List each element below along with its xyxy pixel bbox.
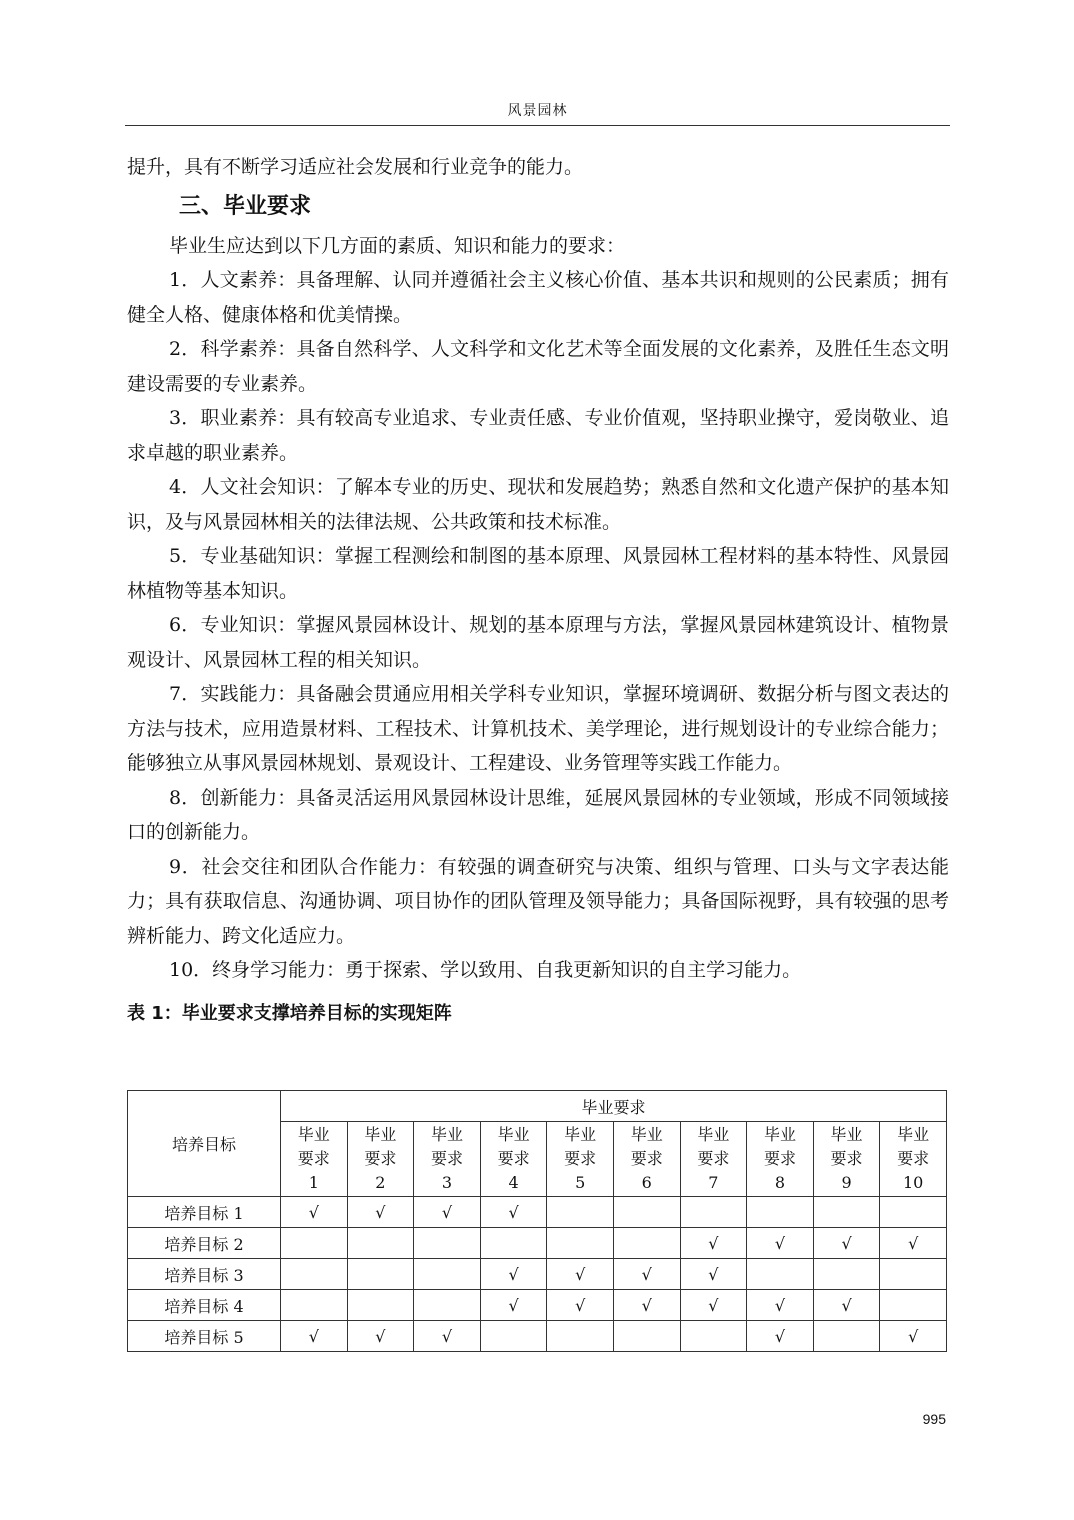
empty-cell xyxy=(613,1321,680,1352)
column-header-line: 毕业 xyxy=(897,1125,930,1144)
table-title: 表 1：毕业要求支撑培养目标的实现矩阵 xyxy=(127,1002,452,1024)
column-header-line: 10 xyxy=(902,1173,924,1192)
table-corner-header: 培养目标 xyxy=(128,1091,281,1197)
column-header-line: 4 xyxy=(508,1173,519,1192)
table-row xyxy=(128,1197,947,1228)
requirement-item-5: 5．专业基础知识：掌握工程测绘和制图的基本原理、风景园林工程材料的基本特性、风景园林植物等基本知识。 xyxy=(127,545,949,602)
column-header-requirement-1 xyxy=(281,1122,348,1197)
table-body xyxy=(128,1197,947,1352)
empty-cell xyxy=(547,1197,614,1228)
requirement-item-10: 10．终身学习能力：勇于探索、学以致用、自我更新知识的自主学习能力。 xyxy=(169,959,802,981)
column-header-line: 6 xyxy=(641,1173,652,1192)
column-header-line: 毕业 xyxy=(630,1125,663,1144)
column-header-line: 毕业 xyxy=(430,1125,463,1144)
column-header-line: 3 xyxy=(441,1173,453,1192)
column-header-requirement-5 xyxy=(547,1122,614,1197)
empty-cell xyxy=(547,1321,614,1352)
empty-cell xyxy=(347,1228,414,1259)
column-header-line: 毕业 xyxy=(497,1125,530,1144)
checkmark-cell: √ xyxy=(747,1321,814,1352)
empty-cell xyxy=(414,1228,481,1259)
checkmark-cell: √ xyxy=(613,1290,680,1321)
section-title: 三、毕业要求 xyxy=(179,193,312,219)
column-header-requirement-4 xyxy=(480,1122,547,1197)
requirement-item-6: 6．专业知识：掌握风景园林设计、规划的基本原理与方法，掌握风景园林建筑设计、植物景观设计、风景园林工程的相关知识。 xyxy=(127,614,949,671)
empty-cell xyxy=(880,1259,947,1290)
empty-cell xyxy=(414,1290,481,1321)
empty-cell xyxy=(880,1197,947,1228)
column-header-requirement-2 xyxy=(347,1122,414,1197)
column-header-line: 要求 xyxy=(297,1149,330,1168)
column-header-line: 要求 xyxy=(630,1149,663,1168)
requirement-item-4: 4．人文社会知识：了解本专业的历史、现状和发展趋势；熟悉自然和文化遗产保护的基本知识，及与风景园林相关的法律法规、公共政策和技术标准。 xyxy=(127,476,949,533)
paragraph-lead: 毕业生应达到以下几方面的素质、知识和能力的要求： xyxy=(169,234,626,257)
empty-cell xyxy=(414,1259,481,1290)
column-header-line: 要求 xyxy=(830,1149,863,1168)
column-header-line: 毕业 xyxy=(830,1125,863,1144)
empty-cell xyxy=(547,1228,614,1259)
column-header-line: 要求 xyxy=(497,1149,530,1168)
empty-cell xyxy=(613,1228,680,1259)
requirement-item-2: 2．科学素养：具备自然科学、人文科学和文化艺术等全面发展的文化素养，及胜任生态文明建设需要的专业素养。 xyxy=(127,338,949,395)
column-header-line: 毕业 xyxy=(564,1125,597,1144)
checkmark-cell: √ xyxy=(347,1321,414,1352)
column-header-line: 要求 xyxy=(897,1149,930,1168)
column-header-line: 毕业 xyxy=(763,1125,796,1144)
paragraph-intro-tail: 提升，具有不断学习适应社会发展和行业竞争的能力。 xyxy=(127,156,584,178)
checkmark-cell: √ xyxy=(480,1197,547,1228)
empty-cell xyxy=(281,1259,348,1290)
column-header-line: 要求 xyxy=(763,1149,796,1168)
column-header-requirement-8 xyxy=(747,1122,814,1197)
checkmark-cell: √ xyxy=(680,1259,747,1290)
empty-cell xyxy=(347,1290,414,1321)
checkmark-cell: √ xyxy=(680,1228,747,1259)
table-row xyxy=(128,1321,947,1352)
empty-cell xyxy=(813,1321,880,1352)
empty-cell xyxy=(347,1259,414,1290)
empty-cell xyxy=(480,1228,547,1259)
empty-cell xyxy=(880,1290,947,1321)
checkmark-cell: √ xyxy=(480,1290,547,1321)
table-row xyxy=(128,1290,947,1321)
checkmark-cell: √ xyxy=(414,1197,481,1228)
requirement-item-1: 1．人文素养：具备理解、认同并遵循社会主义核心价值、基本共识和规则的公民素质；拥有健全人格、健康体格和优美情操。 xyxy=(127,269,949,326)
checkmark-cell: √ xyxy=(613,1259,680,1290)
column-header-requirement-9 xyxy=(813,1122,880,1197)
empty-cell xyxy=(613,1197,680,1228)
empty-cell xyxy=(281,1290,348,1321)
column-header-line: 8 xyxy=(774,1173,786,1192)
empty-cell xyxy=(813,1197,880,1228)
empty-cell xyxy=(680,1197,747,1228)
column-header-requirement-6 xyxy=(613,1122,680,1197)
column-header-line: 7 xyxy=(708,1173,719,1192)
empty-cell xyxy=(480,1321,547,1352)
empty-cell xyxy=(813,1259,880,1290)
column-header-line: 2 xyxy=(375,1173,386,1192)
row-label-goal-1: 培养目标 1 xyxy=(128,1197,281,1228)
checkmark-cell: √ xyxy=(547,1259,614,1290)
requirements-matrix-table xyxy=(127,1090,947,1352)
column-header-line: 毕业 xyxy=(364,1125,397,1144)
checkmark-cell: √ xyxy=(880,1228,947,1259)
checkmark-cell: √ xyxy=(281,1321,348,1352)
column-header-line: 9 xyxy=(841,1173,852,1192)
checkmark-cell: √ xyxy=(414,1321,481,1352)
running-header: 风景园林 xyxy=(507,103,568,119)
checkmark-cell: √ xyxy=(813,1228,880,1259)
column-header-line: 毕业 xyxy=(697,1125,730,1144)
column-header-line: 要求 xyxy=(430,1149,463,1168)
empty-cell xyxy=(747,1197,814,1228)
checkmark-cell: √ xyxy=(547,1290,614,1321)
column-header-requirement-3 xyxy=(414,1122,481,1197)
checkmark-cell: √ xyxy=(747,1228,814,1259)
column-header-line: 毕业 xyxy=(297,1125,330,1144)
checkmark-cell: √ xyxy=(347,1197,414,1228)
column-header-line: 要求 xyxy=(364,1149,397,1168)
column-header-line: 5 xyxy=(575,1173,586,1192)
row-label-goal-2: 培养目标 2 xyxy=(128,1228,281,1259)
column-header-requirement-7 xyxy=(680,1122,747,1197)
empty-cell xyxy=(747,1259,814,1290)
column-header-line: 1 xyxy=(308,1173,319,1192)
header-rule xyxy=(125,125,950,126)
requirement-item-8: 8．创新能力：具备灵活运用风景园林设计思维，延展风景园林的专业领域，形成不同领域接口的创新能力。 xyxy=(127,786,949,843)
checkmark-cell: √ xyxy=(880,1321,947,1352)
requirement-item-9: 9．社会交往和团队合作能力：有较强的调查研究与决策、组织与管理、口头与文字表达能力；具有获取信息、沟通协调、项目协作的团队管理及领导能力；具备国际视野，具有较强的思考辨析能力、跨文化适应力。 xyxy=(127,855,949,947)
requirement-item-3: 3．职业素养：具有较高专业追求、专业责任感、专业价值观，坚持职业操守，爱岗敬业、追求卓越的职业素养。 xyxy=(127,407,949,464)
page-number: 995 xyxy=(922,1411,946,1427)
row-label-goal-5: 培养目标 5 xyxy=(128,1321,281,1352)
checkmark-cell: √ xyxy=(747,1290,814,1321)
empty-cell xyxy=(281,1228,348,1259)
column-header-requirement-10 xyxy=(880,1122,947,1197)
requirement-item-7: 7．实践能力：具备融会贯通应用相关学科专业知识，掌握环境调研、数据分析与图文表达的方法与技术，应用造景材料、工程技术、计算机技术、美学理论，进行规划设计的专业综合能力；能够独立从事风景园林规划、景观设计、工程建设、业务管理等实践工作能力。 xyxy=(127,683,949,774)
checkmark-cell: √ xyxy=(813,1290,880,1321)
table-group-header: 毕业要求 xyxy=(281,1091,947,1122)
checkmark-cell: √ xyxy=(680,1290,747,1321)
checkmark-cell: √ xyxy=(281,1197,348,1228)
empty-cell xyxy=(680,1321,747,1352)
column-header-line: 要求 xyxy=(697,1149,730,1168)
document-body xyxy=(127,150,949,1032)
column-header-line: 要求 xyxy=(564,1149,597,1168)
table-row xyxy=(128,1228,947,1259)
checkmark-cell: √ xyxy=(480,1259,547,1290)
row-label-goal-4: 培养目标 4 xyxy=(128,1290,281,1321)
table-row xyxy=(128,1259,947,1290)
row-label-goal-3: 培养目标 3 xyxy=(128,1259,281,1290)
